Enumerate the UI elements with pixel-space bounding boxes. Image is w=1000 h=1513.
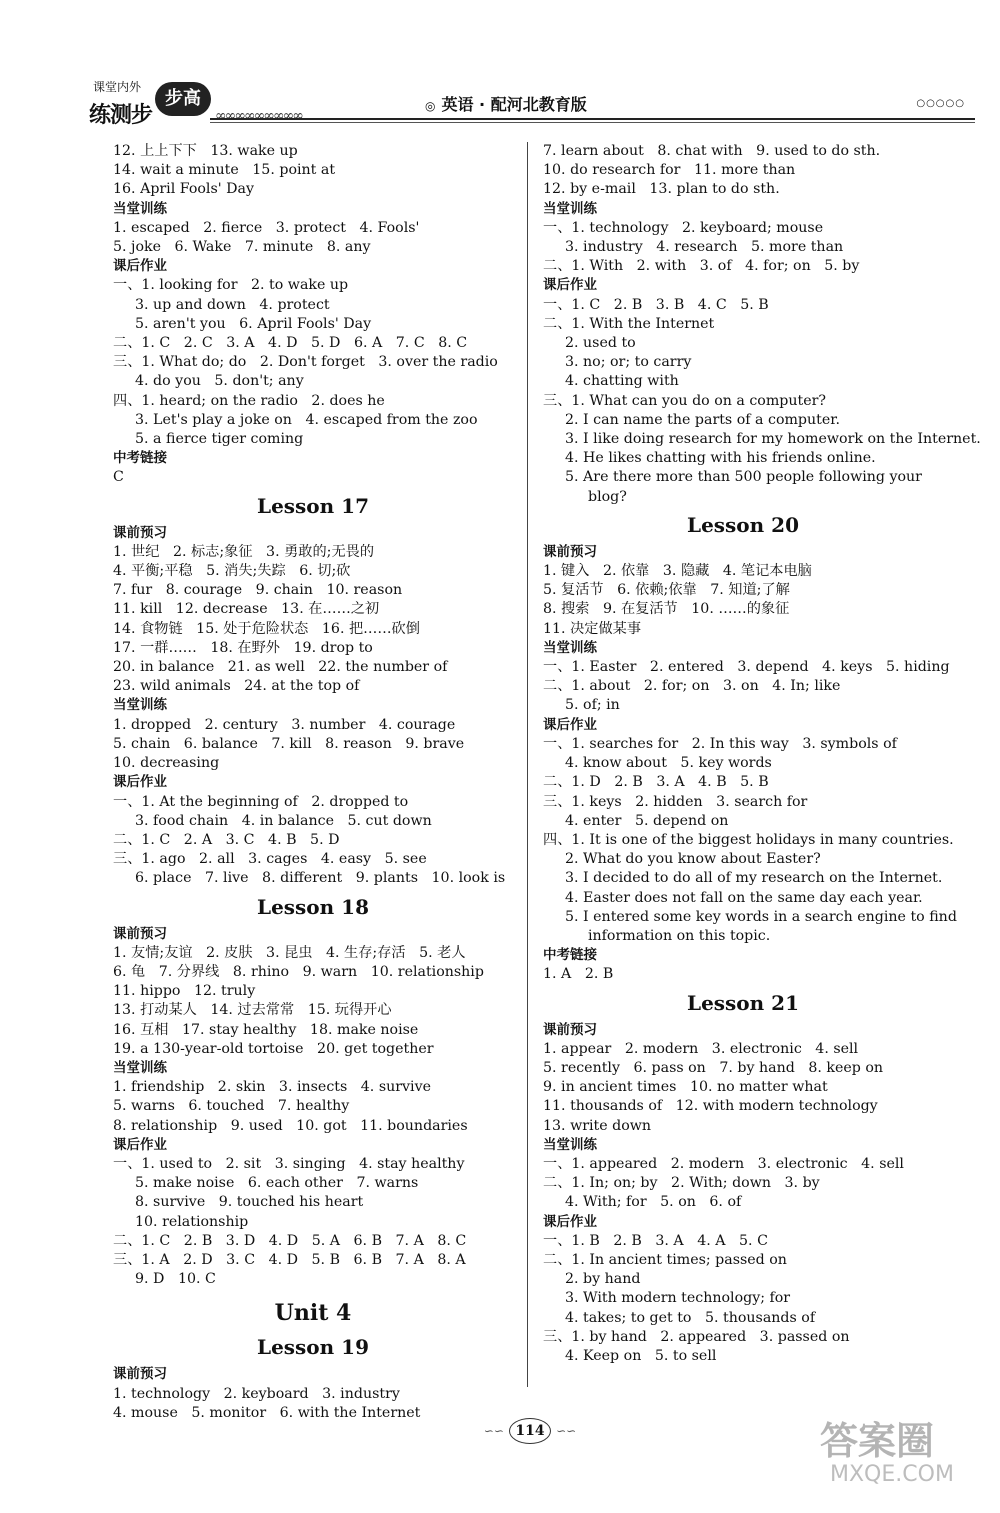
page-footer — [470, 1418, 590, 1448]
section-heading: 课前预习 — [543, 1021, 597, 1038]
answer-line: 5. a fierce tiger coming — [135, 431, 304, 448]
answer-line: 5. of; in — [565, 697, 620, 714]
column-divider — [527, 142, 528, 1387]
answer-line: 19. a 130-year-old tortoise 20. get together — [113, 1040, 434, 1057]
answer-line: 12. 上上下下 13. wake up — [113, 143, 298, 159]
answer-line: 4. Easter does not fall on the same day each year. — [565, 889, 923, 906]
answer-line: 17. 一群…… 18. 在野外 19. drop to — [113, 639, 373, 656]
answer-line: 5. recently 6. pass on 7. by hand 8. keep on — [543, 1059, 884, 1076]
answer-line: 11. hippo 12. truly — [113, 983, 256, 1000]
answer-line: 3. food chain 4. in balance 5. cut down — [135, 812, 432, 829]
answer-line: 1. technology 2. keyboard 3. industry — [113, 1385, 400, 1402]
header-rule — [210, 118, 975, 120]
section-heading: 课前预习 — [113, 1366, 167, 1383]
answer-line: 4. do you 5. don't; any — [135, 373, 304, 390]
section-heading: 当堂训练 — [543, 1136, 597, 1153]
page-number: 114 — [509, 1418, 551, 1444]
section-heading: 课后作业 — [113, 774, 167, 791]
answer-line: 一、1. B 2. B 3. A 4. A 5. C — [543, 1232, 768, 1249]
answer-line: 二、1. C 2. A 3. C 4. B 5. D — [113, 831, 340, 848]
answer-line: 5. 复活节 6. 依赖;依靠 7. 知道;了解 — [543, 582, 790, 599]
answer-line: 一、1. Easter 2. entered 3. depend 4. keys 5. hiding — [543, 659, 950, 676]
footer-ornament-left-icon: ∽∽ — [483, 1424, 504, 1438]
answer-line: 12. by e-mail 13. plan to do sth. — [543, 181, 780, 198]
answer-line: 一、1. used to 2. sit 3. singing 4. stay healthy — [113, 1155, 465, 1172]
answer-line: blog? — [588, 488, 627, 505]
answer-line: 一、1. searches for 2. In this way 3. symbols of — [543, 735, 897, 752]
answer-line: 14. wait a minute 15. point at — [113, 162, 336, 179]
section-heading: 课后作业 — [543, 277, 597, 294]
answer-line: 4. takes; to get to 5. thousands of — [565, 1309, 816, 1326]
answer-line: 二、1. In; on; by 2. With; down 3. by — [543, 1175, 820, 1192]
answer-line: 1. dropped 2. century 3. number 4. courage — [113, 716, 456, 733]
logo-badge: 步高 — [155, 82, 211, 116]
section-heading: 课后作业 — [113, 258, 167, 275]
answer-line: 8. survive 9. touched his heart — [135, 1194, 364, 1211]
logo-subtitle: 课堂内外 — [93, 80, 142, 94]
answer-line: 8. 搜索 9. 在复活节 10. ……的象征 — [543, 601, 790, 618]
answer-line: 6. 龟 7. 分界线 8. rhino 9. warn 10. relationship — [113, 963, 484, 980]
answer-line: 14. 食物链 15. 处于危险状态 16. 把……砍倒 — [113, 620, 420, 637]
section-heading: 中考链接 — [113, 450, 167, 467]
answer-line: 3. I decided to do all of my research on the Internet. — [565, 870, 943, 887]
answer-line: 三、1. ago 2. all 3. cages 4. easy 5. see — [113, 851, 427, 868]
answer-line: 7. learn about 8. chat with 9. used to do sth. — [543, 143, 881, 159]
answer-line: 16. 互相 17. stay healthy 18. make noise — [113, 1021, 419, 1038]
answer-line: 9. D 10. C — [135, 1271, 216, 1288]
section-heading: 当堂训练 — [113, 200, 167, 217]
answer-line: 10. decreasing — [113, 755, 220, 772]
answer-line: 二、1. C 2. B 3. D 4. D 5. A 6. B 7. A 8. C — [113, 1232, 467, 1249]
answer-line: 23. wild animals 24. at the top of — [113, 678, 360, 695]
answer-line: 4. chatting with — [565, 373, 679, 390]
lesson-heading: Lesson 17 — [257, 493, 369, 518]
answer-line: 1. 世纪 2. 标志;象征 3. 勇敢的;无畏的 — [113, 543, 375, 560]
answer-line: 5. joke 6. Wake 7. minute 8. any — [113, 239, 371, 256]
unit-heading: Unit 4 — [274, 1300, 352, 1327]
section-heading: 课后作业 — [543, 716, 597, 733]
answer-line: 6. place 7. live 8. different 9. plants 10. look is — [135, 870, 506, 887]
answer-line: 二、1. C 2. C 3. A 4. D 5. D 6. A 7. C 8. C — [113, 335, 468, 352]
answer-line: 1. appear 2. modern 3. electronic 4. sell — [543, 1040, 859, 1057]
answer-line: 4. mouse 5. monitor 6. with the Internet — [113, 1404, 421, 1421]
answer-line: 4. 平衡;平稳 5. 消失;失踪 6. 切;砍 — [113, 563, 351, 580]
answer-line: 二、1. about 2. for; on 3. on 4. In; like — [543, 678, 841, 695]
answer-line: 5. I entered some key words in a search engine to find — [565, 908, 957, 925]
answer-line: 三、1. by hand 2. appeared 3. passed on — [543, 1328, 850, 1345]
answer-line: 2. I can name the parts of a computer. — [565, 411, 840, 428]
answer-line: 四、1. heard; on the radio 2. does he — [113, 392, 385, 409]
answer-line: 8. relationship 9. used 10. got 11. boundaries — [113, 1117, 468, 1134]
answer-line: 2. used to — [565, 335, 636, 352]
section-heading: 当堂训练 — [113, 1059, 167, 1076]
section-heading: 当堂训练 — [543, 200, 597, 217]
footer-ornament-right-icon: ∽∽ — [556, 1424, 577, 1438]
answer-line: 3. industry 4. research 5. more than — [565, 239, 844, 256]
answer-line: 1. 键入 2. 依靠 3. 隐藏 4. 笔记本电脑 — [543, 563, 812, 580]
answer-line: 一、1. technology 2. keyboard; mouse — [543, 219, 824, 236]
answer-line: 5. Are there more than 500 people following your — [565, 469, 922, 486]
section-heading: 课后作业 — [543, 1213, 597, 1230]
answer-line: 一、1. At the beginning of 2. dropped to — [113, 793, 409, 810]
lesson-heading: Lesson 18 — [257, 894, 369, 919]
answer-line: 4. With; for 5. on 6. of — [565, 1194, 742, 1211]
answer-line: 一、1. appeared 2. modern 3. electronic 4. sell — [543, 1155, 904, 1172]
answer-line: 二、1. In ancient times; passed on — [543, 1251, 787, 1268]
answer-line: 4. Keep on 5. to sell — [565, 1347, 717, 1364]
header-dots-icon: ○○○○○ — [916, 98, 965, 109]
answer-line: 16. April Fools' Day — [113, 181, 254, 198]
answer-line: 三、1. A 2. D 3. C 4. D 5. B 6. B 7. A 8. A — [113, 1251, 466, 1268]
answer-line: 13. write down — [543, 1117, 652, 1134]
watermark-text: 答案圈 — [820, 1419, 935, 1463]
answer-line: C — [113, 469, 124, 486]
answer-line: 二、1. With 2. with 3. of 4. for; on 5. by — [543, 258, 860, 275]
answer-line: 11. thousands of 12. with modern technology — [543, 1098, 878, 1115]
section-heading: 中考链接 — [543, 947, 597, 964]
header-rule-thin — [210, 122, 975, 123]
answer-line: 1. 友情;友谊 2. 皮肤 3. 昆虫 4. 生存;存活 5. 老人 — [113, 944, 466, 961]
answer-line: 3. I like doing research for my homework on the Internet. — [565, 431, 981, 448]
answer-line: 三、1. What do; do 2. Don't forget 3. over the radio — [113, 354, 498, 371]
answer-line: 1. friendship 2. skin 3. insects 4. survive — [113, 1079, 431, 1096]
answer-line: 二、1. With the Internet — [543, 315, 715, 332]
watermark-logo — [820, 1410, 990, 1500]
page-header — [85, 78, 975, 128]
section-heading: 当堂训练 — [113, 697, 167, 714]
logo-title: 练测步 — [89, 103, 153, 128]
answer-line: 3. Let's play a joke on 4. escaped from the zoo — [135, 411, 478, 428]
lesson-heading: Lesson 19 — [257, 1335, 369, 1360]
section-heading: 课前预习 — [113, 925, 167, 942]
answer-line: 20. in balance 21. as well 22. the number of — [113, 659, 448, 676]
watermark-url: MXQE.COM — [830, 1462, 954, 1487]
answer-line: 5. aren't you 6. April Fools' Day — [135, 315, 372, 332]
answer-line: 2. by hand — [565, 1271, 641, 1288]
answer-line: 4. He likes chatting with his friends online. — [565, 450, 876, 467]
header-decoration: ∞∞∞∞∞∞∞∞∞ — [215, 108, 302, 124]
answer-line: 二、1. D 2. B 3. A 4. B 5. B — [543, 774, 769, 791]
answer-line: 10. do research for 11. more than — [543, 162, 796, 179]
answer-line: 三、1. keys 2. hidden 3. search for — [543, 793, 808, 810]
answer-line: 5. make noise 6. each other 7. warns — [135, 1175, 419, 1192]
answer-line: information on this topic. — [588, 927, 771, 944]
page-title — [425, 92, 587, 115]
answer-line: 10. relationship — [135, 1213, 249, 1230]
section-heading: 课后作业 — [113, 1136, 167, 1153]
answer-line: 13. 打动某人 14. 过去常常 15. 玩得开心 — [113, 1002, 392, 1019]
answer-line: 3. up and down 4. protect — [135, 296, 330, 313]
answer-line: 7. fur 8. courage 9. chain 10. reason — [113, 582, 403, 599]
answer-line: 1. A 2. B — [543, 966, 614, 983]
answer-line: 2. What do you know about Easter? — [565, 851, 821, 868]
right-column — [543, 142, 981, 1366]
answer-line: 3. With modern technology; for — [565, 1290, 791, 1307]
answer-line: 一、1. looking for 2. to wake up — [113, 277, 349, 294]
answer-line: 5. chain 6. balance 7. kill 8. reason 9. brave — [113, 735, 465, 752]
title-text: 英语 · 配河北教育版 — [441, 95, 587, 114]
answer-line: 4. know about 5. key words — [565, 755, 772, 772]
left-column — [113, 142, 533, 1423]
answer-line: 四、1. It is one of the biggest holidays in many countries. — [543, 831, 954, 848]
section-heading: 课前预习 — [113, 524, 167, 541]
answer-line: 一、1. C 2. B 3. B 4. C 5. B — [543, 296, 769, 313]
answer-line: 11. 决定做某事 — [543, 620, 642, 637]
answer-line: 5. warns 6. touched 7. healthy — [113, 1098, 350, 1115]
lesson-heading: Lesson 21 — [687, 990, 799, 1015]
section-heading: 课前预习 — [543, 543, 597, 560]
answer-line: 三、1. What can you do on a computer? — [543, 392, 827, 409]
lesson-heading: Lesson 20 — [687, 512, 799, 537]
answer-line: 11. kill 12. decrease 13. 在……之初 — [113, 601, 380, 618]
title-bullet-icon: ◎ — [425, 99, 436, 113]
section-heading: 当堂训练 — [543, 639, 597, 656]
answer-line: 4. enter 5. depend on — [565, 812, 729, 829]
answer-line: 3. no; or; to carry — [565, 354, 692, 371]
answer-line: 9. in ancient times 10. no matter what — [543, 1079, 828, 1096]
answer-line: 1. escaped 2. fierce 3. protect 4. Fools' — [113, 219, 420, 236]
